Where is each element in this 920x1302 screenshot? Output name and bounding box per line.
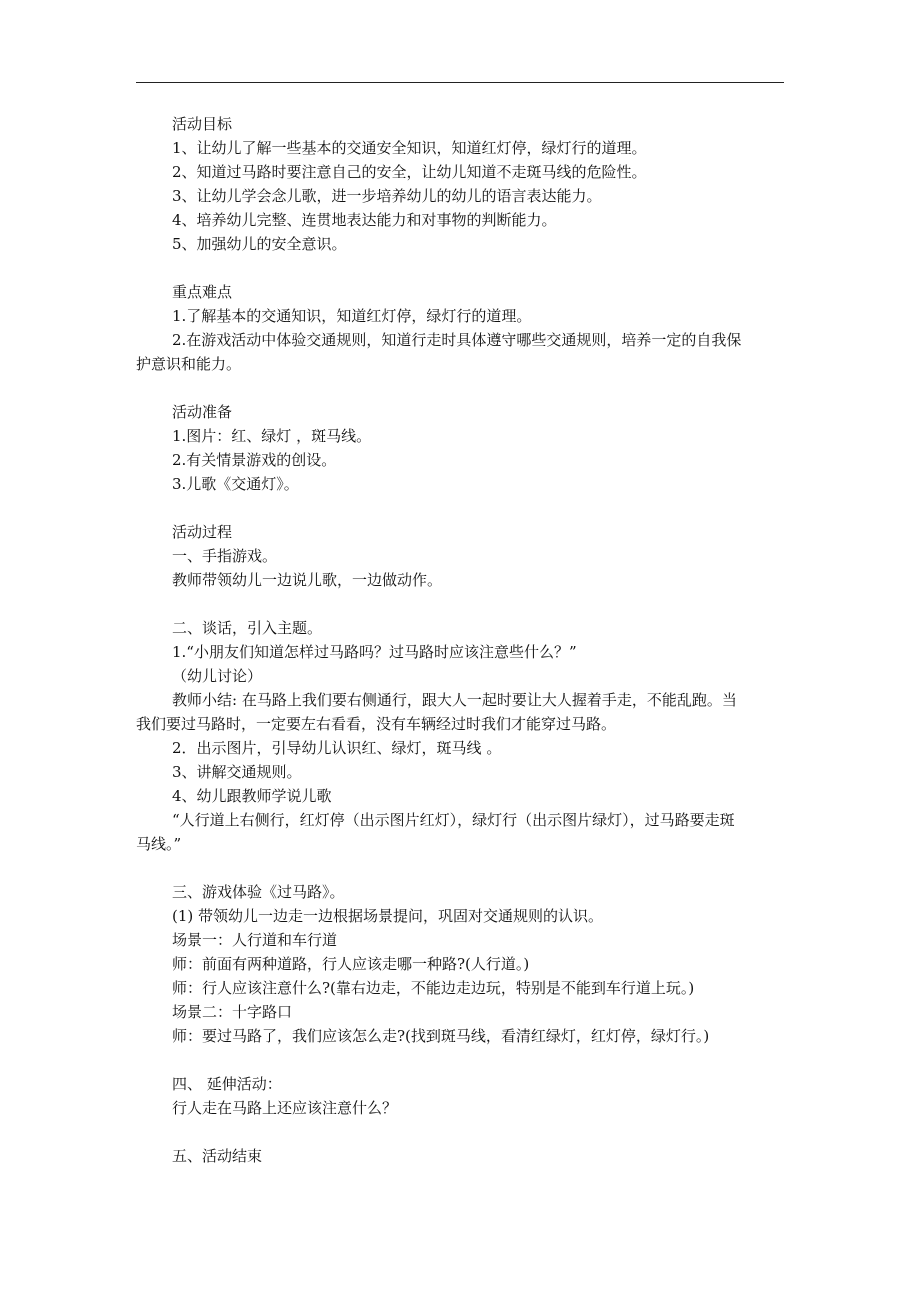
goal-item-3: 3、让幼儿学会念儿歌，进一步培养幼儿的幼儿的语言表达能力。 (172, 187, 602, 205)
step1-title: 一、手指游戏。 (172, 547, 278, 565)
step2-discussion: （幼儿讨论） (172, 667, 263, 685)
spacer (172, 496, 792, 520)
step5-title: 五、活动结束 (172, 1147, 263, 1165)
preparation-item-3: 3.儿歌《交通灯》。 (172, 475, 299, 493)
key-point-1: 1.了解基本的交通知识，知道红灯停，绿灯行的道理。 (172, 307, 532, 325)
step4-title: 四、 延伸活动： (172, 1075, 282, 1093)
spacer (172, 1120, 792, 1144)
goal-item-5: 5、加强幼儿的安全意识。 (172, 235, 347, 253)
scene1-question-1: 师：前面有两种道路，行人应该走哪一种路?(人行道。) (172, 955, 530, 973)
goal-item-2: 2、知道过马路时要注意自己的安全，让幼儿知道不走斑马线的危险性。 (172, 163, 647, 181)
scene1-title: 场景一：人行道和车行道 (172, 931, 338, 949)
goal-item-4: 4、培养幼儿完整、连贯地表达能力和对事物的判断能力。 (172, 211, 557, 229)
step2-question: 1.“小朋友们知道怎样过马路吗？过马路时应该注意些什么？” (172, 643, 577, 661)
step2-rhyme-line2: 马线。” (136, 835, 182, 853)
spacer (172, 592, 792, 616)
goals-heading: 活动目标 (172, 115, 233, 133)
step2-item-2: 2．出示图片，引导幼儿认识红、绿灯，斑马线 。 (172, 739, 502, 757)
goal-item-1: 1、让幼儿了解一些基本的交通安全知识，知道红灯停，绿灯行的道理。 (172, 139, 647, 157)
step4-text: 行人走在马路上还应该注意什么？ (172, 1099, 398, 1117)
step2-summary-line2: 我们要过马路时，一定要左右看看，没有车辆经过时我们才能穿过马路。 (136, 715, 617, 733)
step2-rhyme-line1: “人行道上右侧行，红灯停（出示图片红灯），绿灯行（出示图片绿灯），过马路要走斑 (172, 811, 735, 829)
key-point-2-line1: 2.在游戏活动中体验交通规则，知道行走时具体遵守哪些交通规则，培养一定的自我保 (172, 331, 742, 349)
step3-title: 三、游戏体验《过马路》。 (172, 883, 345, 901)
preparation-heading: 活动准备 (172, 403, 233, 421)
spacer (172, 376, 792, 400)
scene2-title: 场景二：十字路口 (172, 1003, 293, 1021)
step1-text: 教师带领幼儿一边说儿歌，一边做动作。 (172, 571, 443, 589)
process-heading: 活动过程 (172, 523, 233, 541)
key-point-2-line2: 护意识和能力。 (136, 355, 242, 373)
step3-item-1: (1) 带领幼儿一边走一边根据场景提问，巩固对交通规则的认识。 (172, 907, 604, 925)
header-rule (136, 82, 784, 83)
spacer (172, 256, 792, 280)
step2-title: 二、谈话，引入主题。 (172, 619, 323, 637)
spacer (172, 1048, 792, 1072)
step2-item-3: 3、讲解交通规则。 (172, 763, 302, 781)
scene2-question-1: 师：要过马路了，我们应该怎么走?(找到斑马线，看清红绿灯，红灯停，绿灯行。) (172, 1027, 710, 1045)
spacer (172, 856, 792, 880)
preparation-item-1: 1.图片：红、绿灯 ，斑马线。 (172, 427, 372, 445)
step2-item-4: 4、幼儿跟教师学说儿歌 (172, 787, 332, 805)
preparation-item-2: 2.有关情景游戏的创设。 (172, 451, 337, 469)
document-body (136, 112, 792, 1168)
key-points-heading: 重点难点 (172, 283, 233, 301)
step2-summary-line1: 教师小结: 在马路上我们要右侧通行，跟大人一起时要让大人握着手走，不能乱跑。当 (172, 691, 737, 709)
scene1-question-2: 师：行人应该注意什么?(靠右边走，不能边走边玩，特别是不能到车行道上玩。) (172, 979, 695, 997)
